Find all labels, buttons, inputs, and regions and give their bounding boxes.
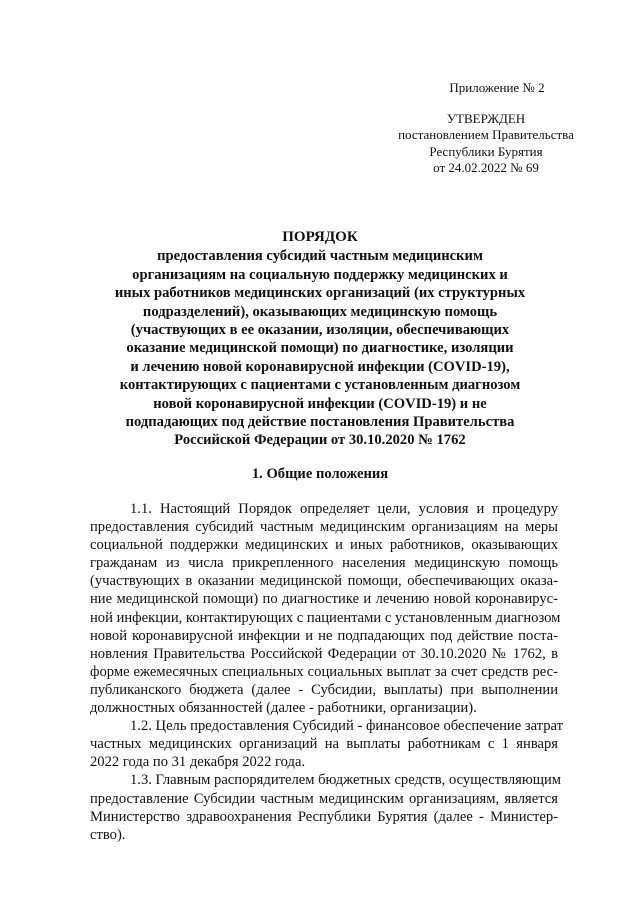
text-line: 1.1. Настоящий Порядок определяет цели, условия и процедуру	[130, 501, 558, 517]
body-text	[90, 500, 564, 844]
title-line: подпадающих под действие постановления Правительства	[125, 414, 515, 431]
title-line: (участвующих в ее оказании, изоляции, обеспечивающих	[130, 322, 510, 339]
approved-label: УТВЕРЖДЕН	[446, 110, 526, 126]
title-line: оказание медицинской помощи) по диагностике, изоляции	[126, 340, 514, 357]
title-line: подразделений), оказывающих медицинскую помощь	[142, 303, 498, 320]
approval-line-2: Республики Бурятия	[429, 143, 543, 159]
text-line: предоставление Субсидии частным медицинским организациям, является	[90, 790, 558, 807]
title-line: Российской Федерации от 30.10.2020 № 1762	[174, 432, 466, 449]
text-line: 1.2. Цель предоставления Субсидий - финансовое обеспечение затрат	[130, 718, 564, 735]
text-line: 1.3. Главным распорядителем бюджетных средств, осуществляющим	[130, 772, 562, 789]
text-line: гражданам из числа прикрепленного населения медицинскую помощь	[90, 555, 558, 572]
annex-label: Приложение № 2	[449, 80, 545, 95]
document-title	[90, 228, 550, 450]
title-line: и лечению новой коронавирусной инфекции (COVID-19),	[130, 358, 510, 375]
text-line: (участвующих в оказании медицинской помощи, обеспечивающих оказа-	[90, 573, 558, 590]
section-heading: 1. Общие положения	[251, 466, 389, 482]
approval-line-3: от 24.02.2022 № 69	[433, 160, 539, 175]
text-line: новой коронавирусной инфекции и не подпадающих под действие поста-	[90, 627, 558, 644]
title-line: новой коронавирусной инфекции (COVID-19) и не	[153, 395, 487, 412]
title-line: предоставления субсидий частным медицинским	[157, 248, 483, 265]
text-line: ство).	[90, 826, 126, 843]
paragraph-1-1	[90, 500, 561, 717]
title-line: иных работников медицинских организаций (их структурных	[114, 285, 526, 302]
paragraph-1-2	[90, 717, 564, 771]
text-line: должностных обязанностей (далее - работники, организации).	[90, 700, 477, 717]
text-line: публиканского бюджета (далее - Субсидии, выплаты) при выполнении	[90, 681, 558, 698]
text-line: ной инфекции, контактирующих с пациентами с установленным диагнозом	[90, 609, 561, 626]
title-line: организациям на социальную поддержку медицинских и	[132, 266, 508, 283]
text-line: предоставления субсидий частным медицинским организациям на меры	[90, 519, 558, 536]
text-line: новления Правительства Российской Федерации от 30.10.2020 № 1762, в	[90, 645, 558, 662]
approval-stamp	[386, 80, 586, 177]
text-line: 2022 года по 31 декабря 2022 года.	[90, 754, 306, 771]
text-line: социальной поддержки медицинских и иных работников, оказывающих	[90, 537, 558, 554]
text-line: ние медицинской помощи) по диагностике и лечению новой коронавирус-	[90, 591, 558, 608]
text-line: частных медицинских организаций на выплаты работникам с 1 января	[90, 736, 558, 753]
approval-line-1: постановлением Правительства	[398, 127, 574, 142]
title-line: контактирующих с пациентами с установленным диагнозом	[119, 377, 521, 394]
text-line: форме ежемесячных специальных социальных выплат за счет средств рес-	[90, 663, 558, 680]
text-line: Министерство здравоохранения Республики Бурятия (далее - Министер-	[90, 808, 558, 825]
paragraph-1-3	[90, 771, 562, 843]
title-main: ПОРЯДОК	[282, 229, 358, 245]
